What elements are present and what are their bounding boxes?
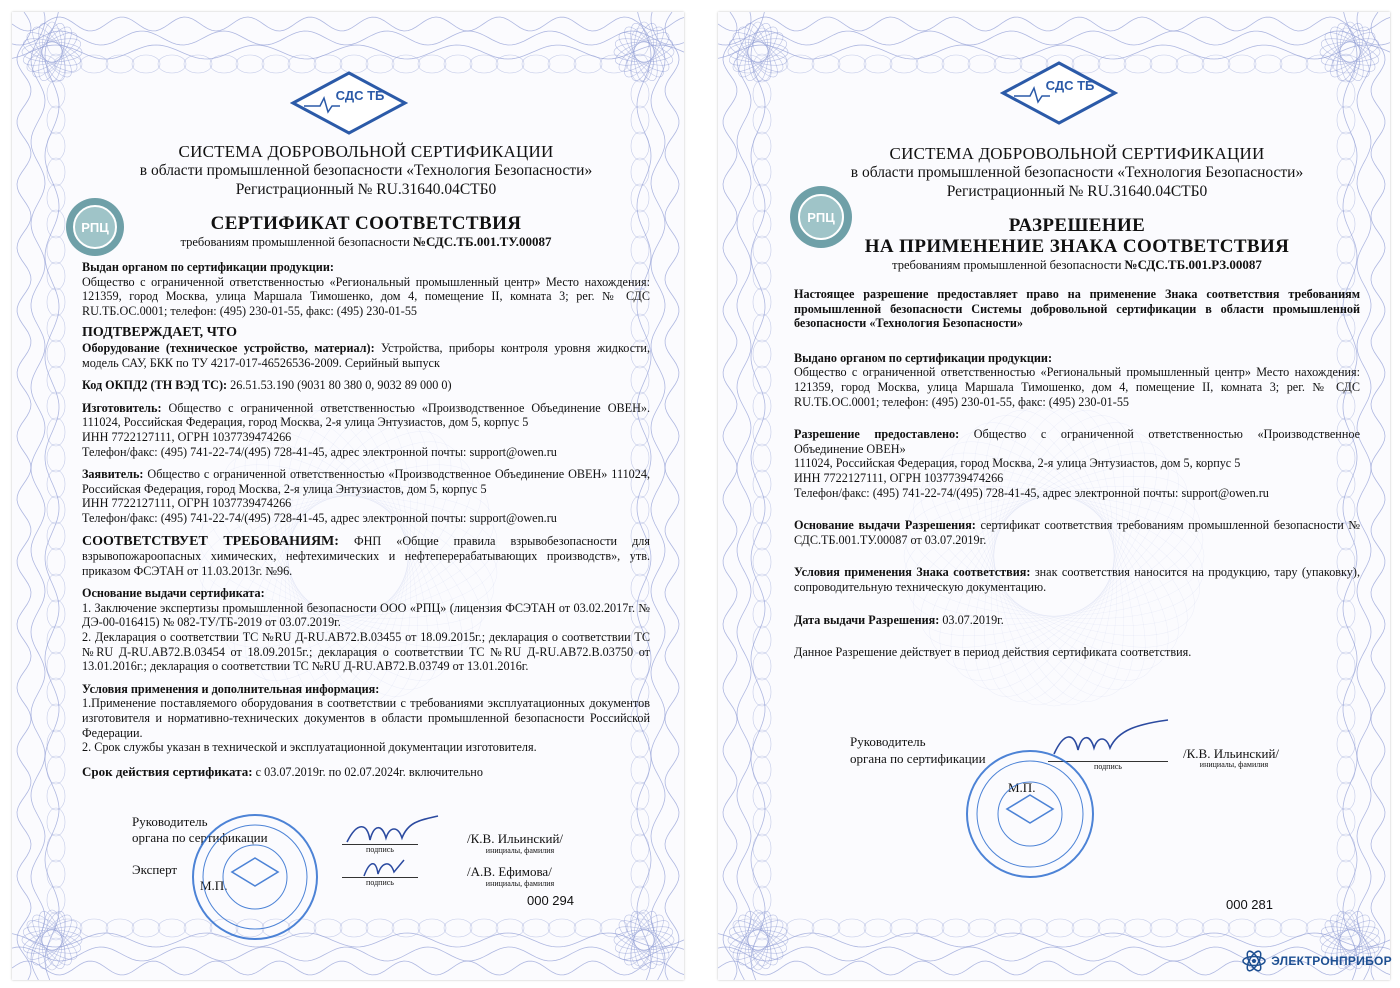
basis-item-1: 1. Заключение экспертизы промышленной безопасности ООО «РПЦ» (лицензия ФСЭТАН от 03.02.2017г. № ДЭ-00-016415) № 082-ТУ/ТБ-2019 от 03.07.2019г. (82, 600, 650, 630)
hologram-text: РПЦ (807, 210, 835, 225)
system-subtitle: в области промышленной безопасности «Технология Безопасности» (139, 162, 593, 179)
granted-phone: Телефон/факс: (495) 741-22-74/(495) 728-41-45, адрес электронной почты: support@owen.ru (794, 485, 1269, 500)
head-label-line1: Руководитель (850, 734, 926, 749)
conforms-label: СООТВЕТСТВУЕТ ТРЕБОВАНИЯМ: (82, 533, 339, 549)
name-caption: инициалы, фамилия (485, 846, 555, 855)
subtitle-text: требованиям промышленной безопасности (892, 258, 1122, 272)
head-label-line2: органа по сертификации (850, 751, 986, 766)
expert-name-caption: инициалы, фамилия (485, 879, 555, 888)
validity-text: с 03.07.2019г. по 02.07.2024г. включительно (255, 764, 483, 779)
conditions-item-2: 2. Срок службы указан в технической и эксплуатационной документации изготовителя. (82, 740, 537, 755)
equipment-text: Устройства, приборы контроля уровня жидкости, модель САУ, БКК по ТУ 4217-017-46526536-2009. Серийный выпуск (82, 340, 650, 370)
registration-number: Регистрационный № RU.31640.04СТБ0 (946, 183, 1208, 200)
head-name: /К.В. Ильинский/ (1183, 746, 1280, 761)
head-signature (342, 812, 452, 852)
basis-text: сертификат соответствия требованиям промышленной безопасности № СДС.ТБ.001.ТУ.00087 от 03.07.2019г. (794, 518, 1360, 547)
serial-number: 000 281 (1226, 897, 1273, 912)
granted-inn: ИНН 7722127111, ОГРН 1037739474266 (794, 470, 1004, 485)
expert-name: /А.В. Ефимова/ (467, 864, 552, 879)
logo-text-top: СДС ТБ (1045, 78, 1095, 93)
certificate-page (12, 12, 684, 980)
validity-note: Данное Разрешение действует в период действия сертификата соответствия. (794, 645, 1192, 660)
date-text: 03.07.2019г. (942, 612, 1004, 627)
atom-icon (1241, 948, 1267, 974)
system-title: СИСТЕМА ДОБРОВОЛЬНОЙ СЕРТИФИКАЦИИ (178, 142, 554, 161)
equipment-label: Оборудование (техническое устройство, материал): (82, 340, 375, 355)
document-title-line1: РАЗРЕШЕНИЕ (1008, 215, 1146, 236)
head-name: /К.В. Ильинский/ (467, 831, 564, 846)
date-label: Дата выдачи Разрешения: (794, 612, 940, 627)
applicant-label: Заявитель: (82, 467, 144, 482)
validity-label: Срок действия сертификата: (82, 763, 253, 779)
granted-label: Разрешение предоставлено: (794, 427, 960, 442)
conditions-label: Условия применения Знака соответствия: (794, 565, 1031, 580)
head-label-line1: Руководитель (132, 814, 208, 829)
system-title: СИСТЕМА ДОБРОВОЛЬНОЙ СЕРТИФИКАЦИИ (889, 144, 1265, 163)
permit-number: №СДС.ТБ.001.РЗ.00087 (1124, 257, 1262, 272)
applicant-phone: Телефон/факс: (495) 741-22-74/(495) 728-41-45, адрес электронной почты: support@owen.ru (82, 510, 557, 525)
expert-label: Эксперт (132, 862, 178, 877)
name-caption: инициалы, фамилия (1199, 760, 1269, 769)
permit-page (718, 12, 1390, 980)
conditions-label: Условия применения и дополнительная информация: (82, 681, 380, 696)
confirms-label: ПОДТВЕРЖДАЕТ, ЧТО (82, 325, 237, 341)
maker-label: Изготовитель: (82, 400, 162, 415)
issued-label: Выдан органом по сертификации продукции: (82, 260, 334, 274)
seal-place: М.П. (1008, 780, 1036, 795)
electronpribor-logo (1241, 948, 1392, 974)
hologram-text: РПЦ (81, 220, 109, 235)
document-title: СЕРТИФИКАТ СООТВЕТСТВИЯ (210, 213, 522, 234)
maker-inn: ИНН 7722127111, ОГРН 1037739474266 (82, 429, 292, 444)
document-title-line2: НА ПРИМЕНЕНИЕ ЗНАКА СООТВЕТСТВИЯ (864, 236, 1290, 257)
conditions-item-1: 1.Применение поставляемого оборудования в соответствии с требованиями эксплуатационных документов изготовителя и нормативно-технических документов в области промышленной безопасности Российской Федерации. (82, 696, 650, 740)
basis-item-2: 2. Декларация о соответствии ТС №RU Д-RU.АВ72.В.03455 от 18.09.2015г.; декларация о соответствии ТС №RU Д-RU.АВ72.В.03454 от 18.09.2015г.; декларация о соответствии ТС №RU Д-RU.АВ72.В.03750 от 13.01.2016г.; декларация о соответствии ТС №RU Д-RU.АВ72.В.03749 от 13.01.2016г. (82, 630, 650, 674)
subtitle-text: требованиям промышленной безопасности (180, 235, 410, 249)
issued-text: Общество с ограниченной ответственностью «Региональный промышленный центр» Место нахождения: 121359, город Москва, улица Маршала Тимошенко, дом 4, помещение II, комната 3; рег. № СДС RU.ТБ.ОС.0001; телефон: (495) 230-01-55, факс: (495) 230-01-55 (794, 365, 1360, 409)
signature-caption: подпись (1094, 762, 1122, 771)
permit-intro: Настоящее разрешение предоставляет право на применение Знака соответствия требованиям промышленной безопасности Системы добровольной сертификации в области промышленной безопасности «Технология Безопасности» (794, 287, 1360, 331)
issued-text: Общество с ограниченной ответственностью «Региональный промышленный центр» Место нахождения: 121359, город Москва, улица Маршала Тимошенко, дом 4, помещение II, комната 3; рег. № СДС RU.ТБ.ОС.0001; телефон: (495) 230-01-55, факс: (495) 230-01-55 (82, 274, 650, 318)
conforms-text: ФНП «Общие правила взрывобезопасности для взрывопожароопасных химических, нефтехимических и нефтеперерабатывающих производств», утв. приказом ФСЭТАН от 11.03.2013г. №96. (82, 533, 650, 578)
granted-address: 111024, Российская Федерация, город Москва, 2-я улица Энтузиастов, дом 5, корпус 5 (794, 456, 1241, 471)
brand-name: ЭЛЕКТРОНПРИБОР (1271, 954, 1392, 968)
serial-number: 000 294 (527, 893, 574, 908)
basis-label: Основание выдачи сертификата: (82, 586, 265, 601)
applicant-text: Общество с ограниченной ответственностью «Производственное Объединение ОВЕН» 111024, Российская Федерация, город Москва, 2-я улица Энтузиастов, дом 5, корпус 5 (82, 467, 651, 496)
conditions-text: знак соответствия наносится на продукцию, тару (упаковку), сопроводительную техническую документацию. (794, 565, 1361, 594)
signature-caption: подпись (366, 845, 394, 854)
logo-text-top: СДС ТБ (335, 88, 385, 103)
registration-number: Регистрационный № RU.31640.04СТБ0 (235, 181, 497, 198)
system-subtitle: в области промышленной безопасности «Технология Безопасности» (850, 164, 1304, 181)
maker-phone: Телефон/факс: (495) 741-22-74/(495) 728-41-45, адрес электронной почты: support@owen.ru (82, 444, 557, 459)
issued-label: Выдано органом по сертификации продукции: (794, 350, 1053, 365)
applicant-inn: ИНН 7722127111, ОГРН 1037739474266 (82, 496, 292, 511)
okpd-label: Код ОКПД2 (ТН ВЭД ТС): (82, 378, 228, 393)
granted-text: Общество с ограниченной ответственностью «Производственное Объединение ОВЕН» (794, 427, 1360, 456)
expert-signature-caption: подпись (366, 878, 394, 887)
okpd-text: 26.51.53.190 (9031 80 380 0, 9032 89 000 0) (230, 378, 452, 393)
certificate-number: №СДС.ТБ.001.ТУ.00087 (412, 234, 552, 249)
expert-signature (360, 854, 420, 884)
certification-stamp (190, 812, 320, 942)
seal-place: М.П. (200, 878, 228, 893)
basis-label: Основание выдачи Разрешения: (794, 518, 976, 533)
head-label-line2: органа по сертификации (132, 830, 268, 845)
maker-text: Общество с ограниченной ответственностью «Производственное Объединение ОВЕН». 111024, Российская Федерация, город Москва, 2-я улица Энтузиастов, дом 5, корпус 5 (82, 400, 651, 430)
certification-stamp (964, 748, 1096, 880)
